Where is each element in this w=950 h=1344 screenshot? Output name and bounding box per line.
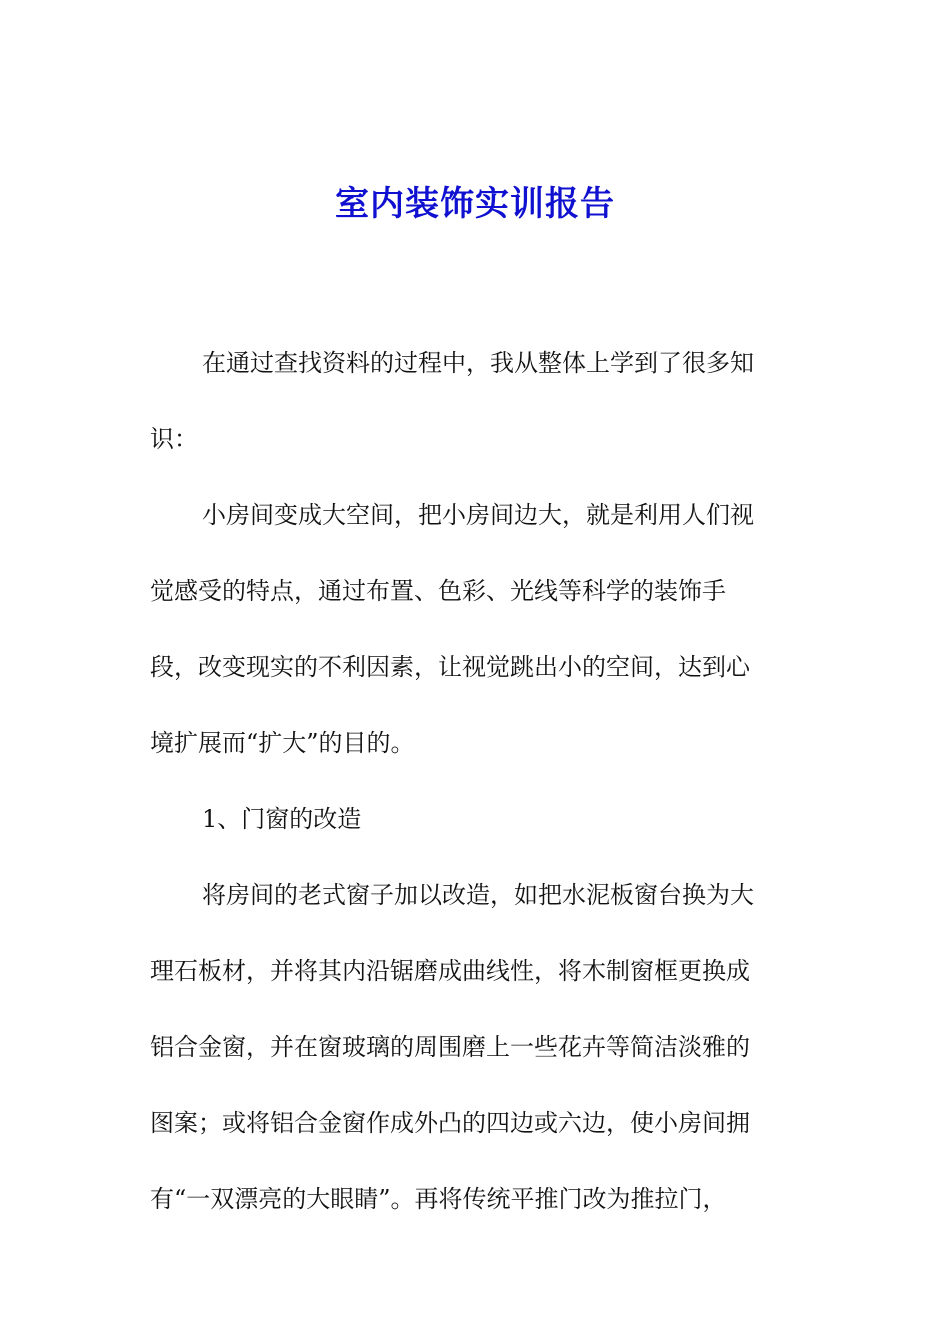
paragraph-line: 有“一双漂亮的大眼睛”。再将传统平推门改为推拉门， — [150, 1185, 727, 1213]
paragraph-line: 段，改变现实的不利因素，让视觉跳出小的空间，达到心 — [150, 653, 750, 681]
paragraph-line: 铝合金窗，并在窗玻璃的周围磨上一些花卉等简洁淡雅的 — [150, 1033, 750, 1061]
document-title: 室内装饰实训报告 — [335, 184, 615, 224]
paragraph-line: 理石板材，并将其内沿锯磨成曲线性，将木制窗框更换成 — [150, 957, 750, 985]
paragraph-line: 觉感受的特点，通过布置、色彩、光线等科学的装饰手 — [150, 577, 726, 605]
paragraph-line: 图案；或将铝合金窗作成外凸的四边或六边，使小房间拥 — [150, 1109, 750, 1137]
document-body — [150, 325, 795, 1237]
paragraph-line: 将房间的老式窗子加以改造，如把水泥板窗台换为大 — [202, 881, 754, 909]
section-heading: 1、门窗的改造 — [202, 805, 362, 833]
paragraph-line: 在通过查找资料的过程中，我从整体上学到了很多知 — [202, 349, 754, 377]
paragraph-line: 识： — [150, 425, 198, 453]
paragraph-line: 小房间变成大空间，把小房间边大，就是利用人们视 — [202, 501, 754, 529]
paragraph-line: 境扩展而“扩大”的目的。 — [150, 729, 415, 757]
